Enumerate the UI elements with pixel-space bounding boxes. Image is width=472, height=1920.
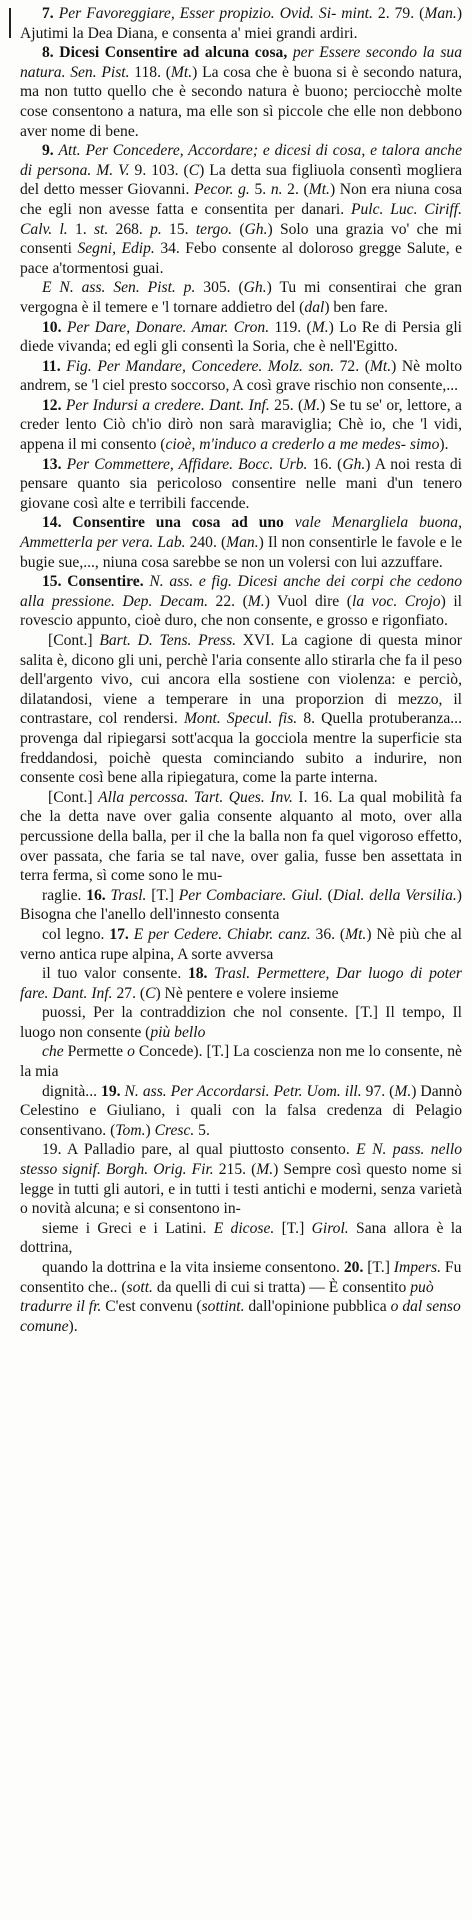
entry-paragraph: il tuo valor consente. 18. Trasl. Permettere, Dar luogo di poter fare. Dant. Inf. 27. (C) Nè pentere e volere insieme — [20, 965, 462, 1002]
entry-paragraph: che Permette o Concede). [T.] La coscienza non me lo consente, nè la mia — [20, 1043, 462, 1081]
entry-paragraph: 9. Att. Per Concedere, Accordare; e dicesi di cosa, e talora anche di persona. M. V. 9. 103. (C) La detta sua figliuola consentì mogliera del detto messer Giovanni. Pecor. g. 5. n. 2. (Mt.) Non era niuna cosa che egli non avesse fatta e consentita per danari. Pulc. Luc. Ciriff. Calv. l. 1. st. 268. p. 15. tergo. (Gh.) Solo una grazia vo' che mi consenti Segni, Edip. 34. Febo consente al doloroso gregge Salute, e pace a'tormentosi guai. — [20, 142, 463, 277]
entry-paragraph: 19. A Palladio pare, al qual piuttosto consento. E N. pass. nello stesso signif. Borgh. Orig. Fir. 215. (M.) Sempre così questo nome si legge in tutti gli autori, e in tutti i testi antichi e moderni, senza varietà o novità alcuna; e si consentono in- — [20, 1141, 463, 1218]
entry-paragraph: 11. Fig. Per Mandare, Concedere. Molz. son. 72. (Mt.) Nè molto andrem, se 'l ciel presto soccorso, A così grave rischio non consente,... — [20, 357, 463, 395]
entry-paragraph: puossi, Per la contraddizion che nol consente. [T.] Il tempo, Il luogo non consente (più bello — [20, 1004, 462, 1041]
entry-paragraph: 15. Consentire. N. ass. e fig. Dicesi anche dei corpi che cedono alla pressione. Dep. Decam. 22. (M.) Vuol dire (la voc. Crojo) il rovescio appunto, cioè duro, che non consente, e grosso e rigonfiato. — [20, 573, 463, 630]
entry-paragraph: 12. Per Indursi a credere. Dant. Inf. 25. (M.) Se tu se' or, lettore, a creder lento Ciò ch'io dirò non sarà maraviglia; Chè io, che 'l vidi, appena il mi consento (cioè, m'induco a crederlo a me medes- simo). — [20, 396, 462, 454]
entry-paragraph: raglie. 16. Trasl. [T.] Per Combaciare. Giul. (Dial. della Versilia.) Bisogna che l'anello dell'innesto consenta — [20, 886, 462, 924]
column-rule — [9, 8, 11, 38]
entry-paragraph: col legno. 17. E per Cedere. Chiabr. canz. 36. (Mt.) Nè più che al verno antica rupe alpina, A sorte avversa — [20, 925, 463, 963]
entry-paragraph: 8. Dicesi Consentire ad alcuna cosa, per Essere secondo la sua natura. Sen. Pist. 118. (Mt.) La cosa che è buona si è secondo natura, ma non tutto quello che è secondo natura è buono; perciocchè molte cose consentono a natura, ma elle son sì piccole che elle non debbono aver nome di bene. — [20, 44, 463, 140]
entry-paragraph: E N. ass. Sen. Pist. p. 305. (Gh.) Tu mi consentirai che gran vergogna è il temere e 'l tornare addietro del (dal) ben fare. — [20, 279, 463, 316]
entry-paragraph: 10. Per Dare, Donare. Amar. Cron. 119. (M.) Lo Re di Persia gli diede vivanda; ed egli gli consentì la Soria, che è nell'Egitto. — [20, 318, 463, 356]
entry-paragraph: [Cont.] Bart. D. Tens. Press. XVI. La cagione di questa minor salita è, dicono gli uni, perchè l'aria consente allo stirarla che fa il peso dell'argento vivo, cui ancora ella sostiene con violenza: e perciò, dilatandosi, viene a temperare in una proporzion di mezzo, il contrastare, col rendersi. Mont. Specul. fis. 8. Quella protuberanza... provenga dal ripiegarsi sott'acqua la gocciola mentre la superficie sta freddandosi, poichè questa cominciando subito a indurire, non consente così bene alla ripiegatura, come la parte interna. — [20, 632, 463, 787]
entry-paragraph: dignità... 19. N. ass. Per Accordarsi. Petr. Uom. ill. 97. (M.) Dannò Celestino e Giuliano, i quali con la falsa credenza di Pelagio consentivano. (Tom.) Cresc. 5. — [20, 1082, 463, 1139]
entry-paragraph: 14. Consentire una cosa ad uno vale Menargliela buona, Ammetterla per vera. Lab. 240. (Man.) Il non consentirle le favole e le bugie sue,..., niuna cosa sarebbe se non un volersi con lui azzuffare. — [20, 514, 463, 571]
entry-paragraph: sieme i Greci e i Latini. E dicose. [T.] Girol. Sana allora è la dottrina, — [20, 1219, 463, 1257]
entry-paragraph: quando la dottrina e la vita insieme consentono. 20. [T.] Impers. Fu consentito che.. (sott. da quelli di cui si tratta) — È consentito può tradurre il fr. C'est convenu (sottint. dall'opinione pubblica o dal senso comune). — [20, 1259, 462, 1335]
entry-paragraph: [Cont.] Alla percossa. Tart. Ques. Inv. I. 16. La qual mobilità fa che la detta nave over galia consente alquanto al moto, over alla percussione della balla, per il che la balla non fa quel vigoroso effetto, over passata, che faria se tal nave, over galia, fusse ben assettata in terra ferma, sì come sono le mu- — [20, 788, 462, 885]
entry-paragraph: 7. Per Favoreggiare, Esser propizio. Ovid. Si- mint. 2. 79. (Man.) Ajutimi la Dea Diana, e consenta a' miei grandi ardiri. — [20, 5, 463, 42]
entry-column — [20, 4, 462, 1336]
entry-paragraph: 13. Per Commettere, Affidare. Bocc. Urb. 16. (Gh.) A noi resta di pensare quanto sia pericoloso consentire nelle mani d'un tenero giovane così alte e terribili faccende. — [20, 455, 462, 512]
